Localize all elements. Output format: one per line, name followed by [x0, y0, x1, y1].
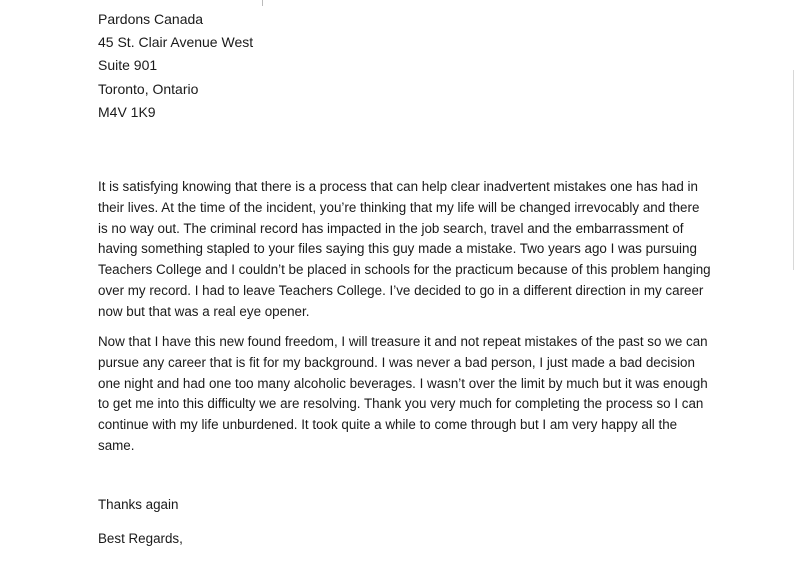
paragraph-line: same.: [98, 437, 135, 453]
paragraph-line: over my record. I had to leave Teachers College. I’ve decided to go in a different direction in my career: [98, 282, 704, 298]
recipient-city: Toronto, Ontario: [98, 80, 199, 97]
body-paragraph-1: [98, 177, 738, 323]
recipient-street: 45 St. Clair Avenue West: [98, 34, 254, 51]
recipient-postal-code: M4V 1K9: [98, 103, 156, 120]
scan-edge-line: [793, 70, 794, 270]
closing-regards: Best Regards,: [98, 531, 183, 546]
paragraph-line: Teachers College and I couldn’t be placed in schools for the practicum because of this problem hanging: [98, 262, 711, 278]
paragraph-line: It is satisfying knowing that there is a process that can help clear inadvertent mistakes one has had in: [98, 179, 698, 194]
paragraph-line: now but that was a real eye opener.: [98, 303, 310, 319]
paragraph-line: their lives. At the time of the incident, you’re thinking that my life will be changed irrevocably and there: [98, 199, 700, 215]
paragraph-line: to get me into this difficulty we are resolving. Thank you very much for completing the process so I can: [98, 396, 704, 412]
scan-mark: [262, 0, 263, 6]
paragraph-line: having something stapled to your files saying this guy made a mistake. Two years ago I was pursuing: [98, 241, 697, 257]
closing-thanks: Thanks again: [98, 497, 179, 512]
recipient-name: Pardons Canada: [98, 11, 204, 27]
body-paragraph-2: [98, 332, 738, 457]
recipient-address: [98, 8, 253, 124]
paragraph-line: Now that I have this new found freedom, I will treasure it and not repeat mistakes of the past so we can: [98, 334, 708, 349]
recipient-suite: Suite 901: [98, 57, 158, 74]
paragraph-line: one night and had one too many alcoholic beverages. I wasn’t over the limit by much but it was enough: [98, 375, 708, 391]
paragraph-line: continue with my life unburdened. It took quite a while to come through but I am very happy all the: [98, 417, 678, 433]
paragraph-line: is no way out. The criminal record has impacted in the job search, travel and the embarrassment of: [98, 220, 684, 236]
paragraph-line: pursue any career that is fit for my background. I was never a bad person, I just made a bad decision: [98, 354, 695, 370]
